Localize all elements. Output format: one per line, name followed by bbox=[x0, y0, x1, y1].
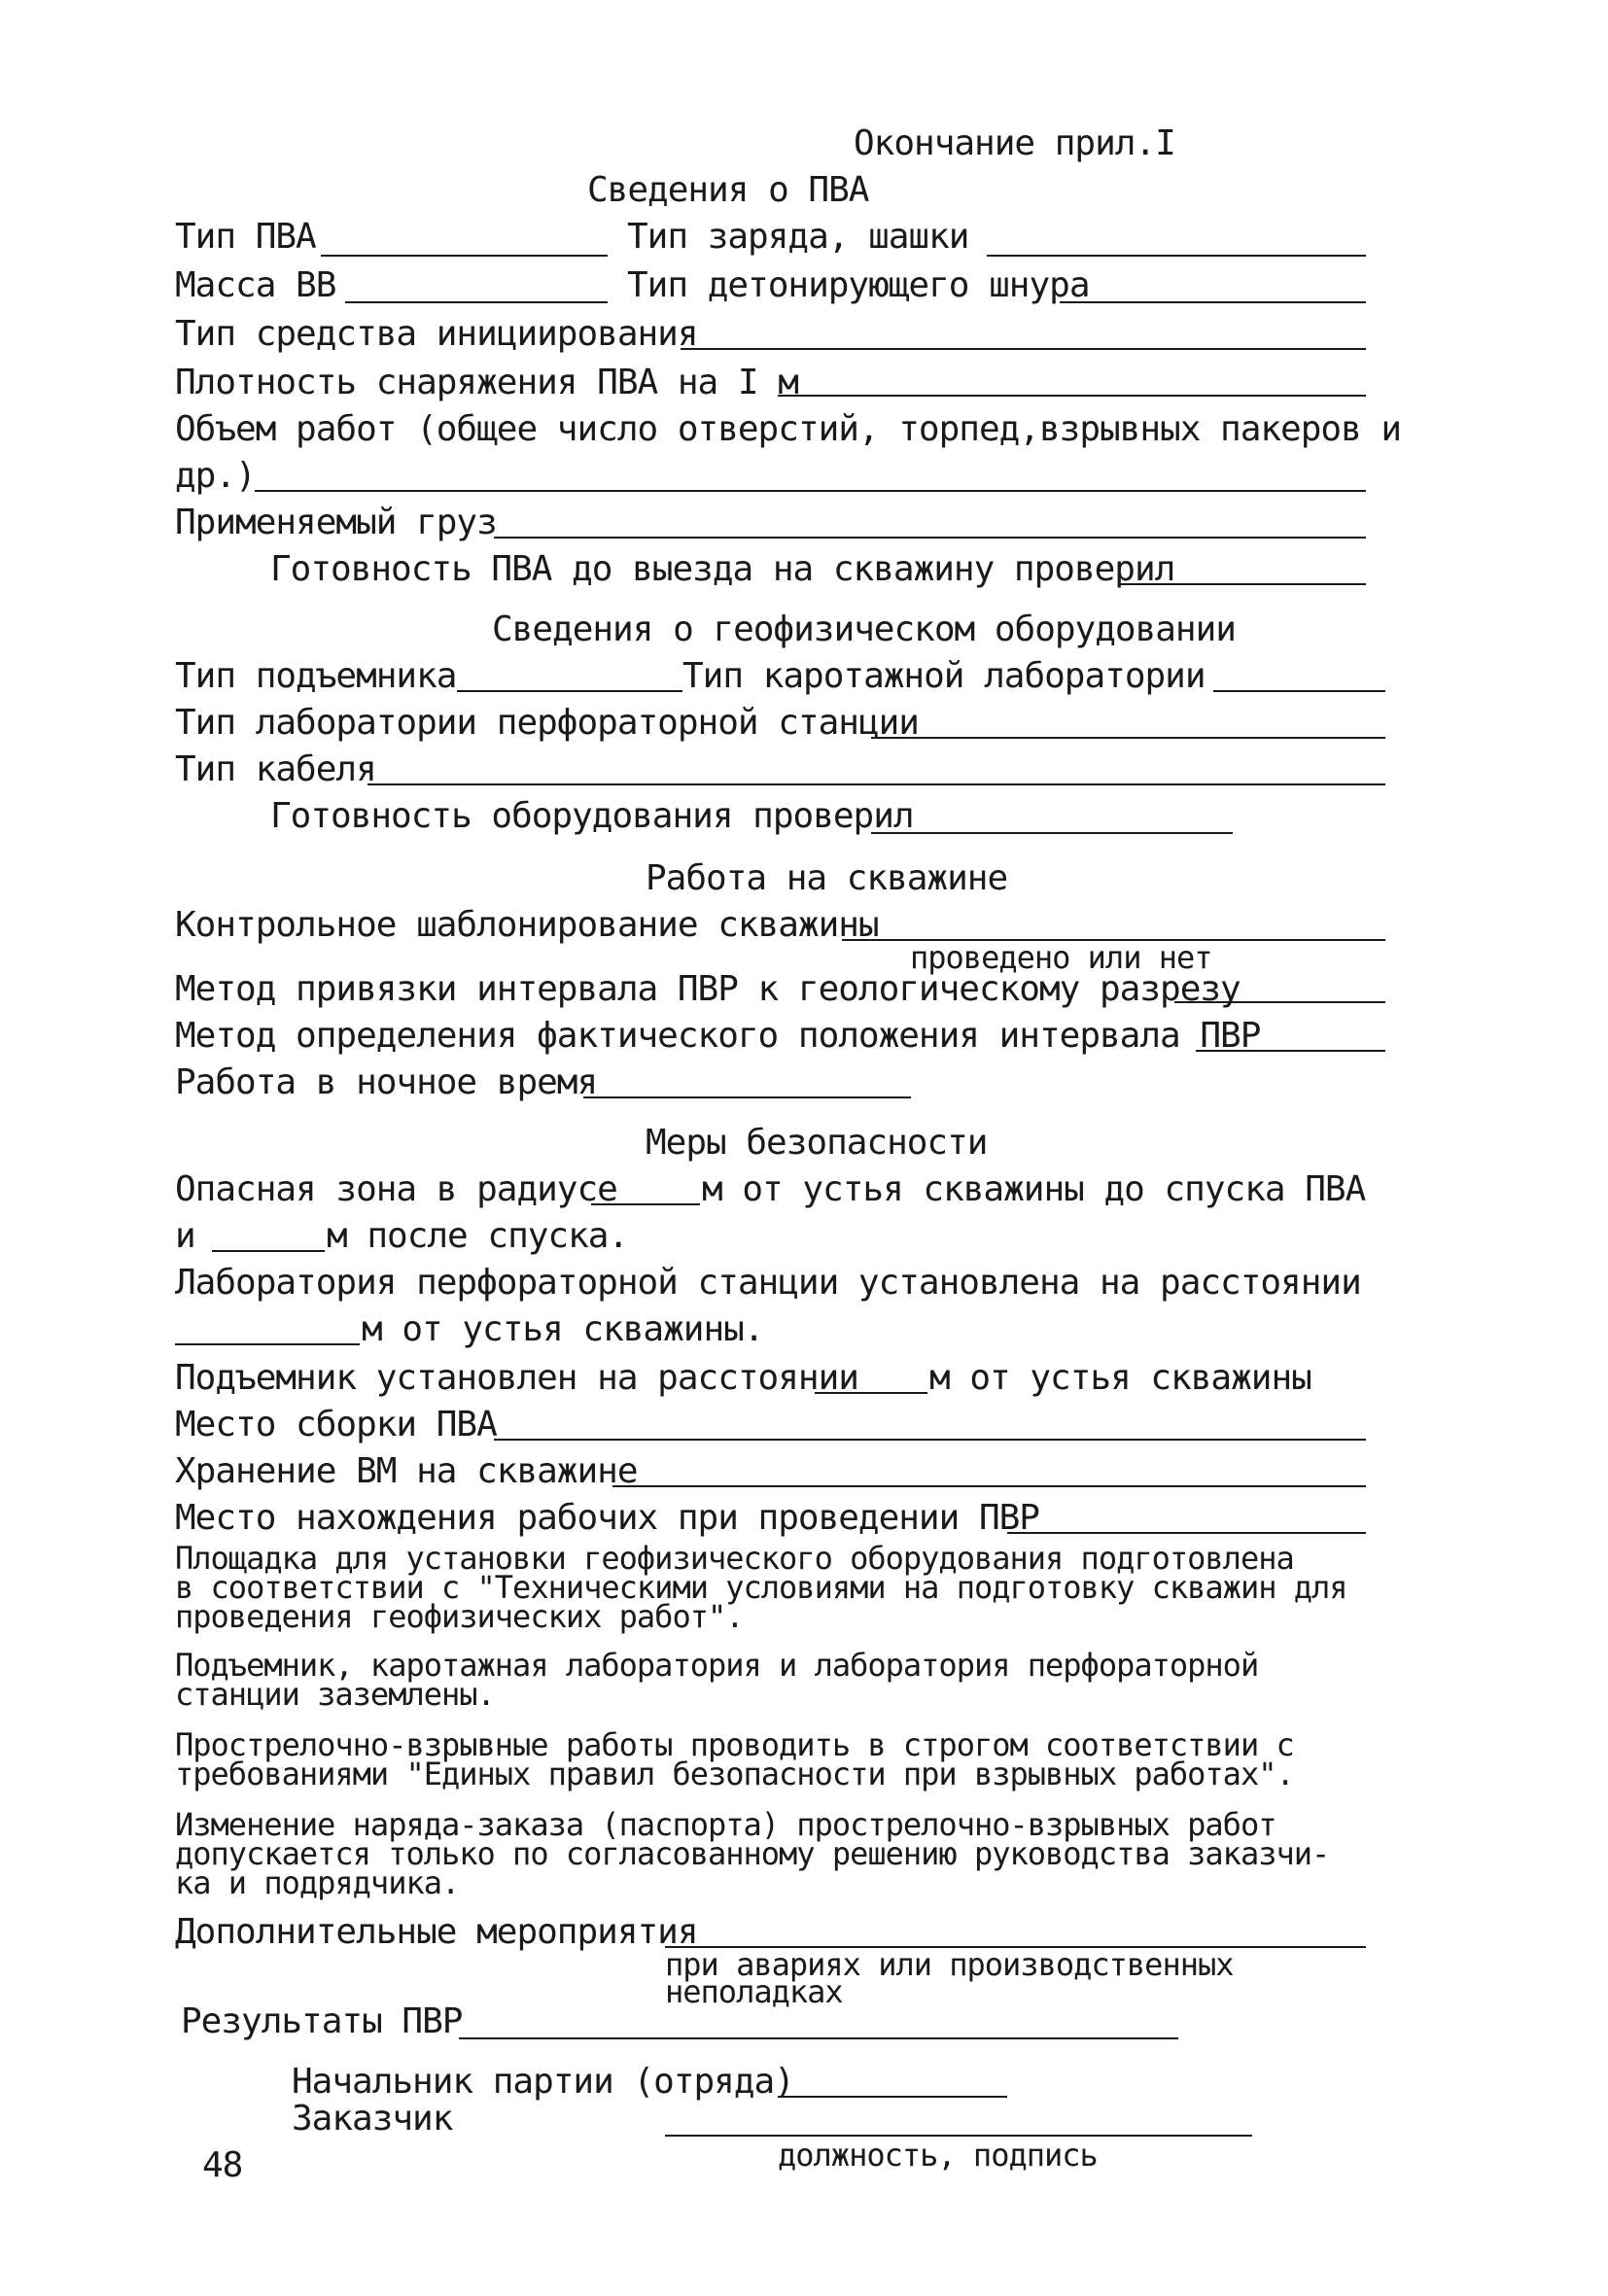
para1-line3: проведения геофизических работ". bbox=[175, 1598, 744, 1635]
field-assembly-place[interactable] bbox=[494, 1439, 1366, 1441]
para1-line1: Площадка для установки геофизического оборудования подготовлена bbox=[175, 1540, 1294, 1577]
hint-sign: должность, подпись bbox=[778, 2137, 1098, 2174]
para3-line1: Прострелочно-взрывные работы проводить в строгом соответствии с bbox=[175, 1726, 1294, 1763]
label-control-template: Контрольное шаблонирование скважины bbox=[175, 905, 879, 945]
label-perforating-lab-type: Тип лаборатории перфораторной станции bbox=[175, 703, 919, 743]
label-danger-zone-c: и bbox=[175, 1216, 195, 1256]
field-hoist-distance[interactable] bbox=[815, 1392, 927, 1394]
label-assembly-place: Место сборки ПВА bbox=[175, 1405, 497, 1444]
label-logging-lab-type: Тип каротажной лаборатории bbox=[682, 656, 1206, 696]
field-work-volume[interactable] bbox=[255, 490, 1366, 492]
para2-line1: Подъемник, каротажная лаборатория и лаборатория перфораторной bbox=[175, 1647, 1259, 1684]
para3-line2: требованиями "Единых правил безопасности при взрывных работах". bbox=[175, 1756, 1294, 1792]
label-lab-distance-2: м от устья скважины. bbox=[362, 1309, 764, 1349]
label-hoist-distance-b: м от устья скважины bbox=[929, 1358, 1311, 1398]
field-binding-method[interactable] bbox=[1174, 1001, 1385, 1003]
label-charge-type: Тип заряда, шашки bbox=[627, 217, 969, 257]
label-weight-used: Применяемый груз bbox=[175, 503, 497, 542]
label-night-work: Работа в ночное время bbox=[175, 1062, 598, 1102]
label-detonating-cord: Тип детонирующего шнура bbox=[627, 265, 1090, 305]
field-position-method[interactable] bbox=[1196, 1050, 1385, 1052]
label-workers-place: Место нахождения рабочих при проведении ПВР bbox=[175, 1498, 1039, 1538]
field-results[interactable] bbox=[459, 2037, 1178, 2039]
section-title-well-work: Работа на скважине bbox=[646, 858, 1008, 898]
label-explosive-mass: Масса ВВ bbox=[175, 265, 336, 305]
label-binding-method: Метод привязки интервала ПВР к геологическому разрезу bbox=[175, 969, 1241, 1009]
field-cable-type[interactable] bbox=[367, 783, 1385, 785]
label-extra-measures: Дополнительные мероприятия bbox=[175, 1912, 698, 1952]
field-workers-place[interactable] bbox=[1007, 1532, 1366, 1534]
para4-line1: Изменение наряда-заказа (паспорта) прострелочно-взрывных работ bbox=[175, 1806, 1276, 1843]
field-night-work[interactable] bbox=[583, 1096, 911, 1098]
section-title-safety: Меры безопасности bbox=[646, 1123, 988, 1163]
field-logging-lab-type[interactable] bbox=[1213, 690, 1385, 692]
field-loading-density[interactable] bbox=[778, 395, 1366, 397]
para2-line2: станции заземлены. bbox=[175, 1676, 495, 1713]
section-title-pva: Сведения о ПВА bbox=[587, 170, 869, 210]
label-position-method: Метод определения фактического положения интервала ПВР bbox=[175, 1016, 1261, 1056]
label-lab-distance-1: Лаборатория перфораторной станции установлена на расстоянии bbox=[175, 1263, 1361, 1303]
field-initiation-means[interactable] bbox=[681, 348, 1366, 350]
page-number: 48 bbox=[202, 2145, 243, 2185]
label-equipment-ready-checked: Готовность оборудования проверил bbox=[270, 796, 914, 836]
hint-extra-2: неполадках bbox=[665, 1973, 843, 2010]
label-work-volume-2: др.) bbox=[175, 456, 256, 496]
field-pva-type[interactable] bbox=[321, 255, 608, 257]
label-hoist-type: Тип подъемника bbox=[175, 656, 457, 696]
field-pva-ready-checked[interactable] bbox=[1118, 583, 1366, 585]
label-loading-density: Плотность снаряжения ПВА на I м bbox=[175, 363, 798, 402]
field-explosive-mass[interactable] bbox=[345, 301, 608, 303]
field-hoist-type[interactable] bbox=[457, 690, 682, 692]
label-results: Результаты ПВР bbox=[181, 2001, 463, 2041]
label-pva-type: Тип ПВА bbox=[175, 217, 316, 257]
label-cable-type: Тип кабеля bbox=[175, 749, 376, 789]
label-customer: Заказчик bbox=[292, 2099, 453, 2139]
label-danger-zone-b: м от устья скважины до спуска ПВА bbox=[702, 1169, 1366, 1209]
field-storage[interactable] bbox=[612, 1485, 1366, 1487]
field-perforating-lab-type[interactable] bbox=[871, 737, 1385, 739]
field-detonating-cord[interactable] bbox=[1060, 301, 1366, 303]
label-storage: Хранение ВМ на скважине bbox=[175, 1451, 638, 1491]
label-danger-zone-a: Опасная зона в радиусе bbox=[175, 1169, 617, 1209]
field-danger-zone-after[interactable] bbox=[212, 1250, 325, 1252]
field-equipment-ready-checked[interactable] bbox=[871, 832, 1233, 834]
label-initiation-means: Тип средства инициирования bbox=[175, 314, 698, 354]
para4-line2: допускается только по согласованному решению руководства заказчи- bbox=[175, 1835, 1330, 1872]
para4-line3: ка и подрядчика. bbox=[175, 1864, 460, 1901]
field-party-chief[interactable] bbox=[778, 2096, 1007, 2098]
field-lab-distance[interactable] bbox=[175, 1343, 360, 1345]
label-hoist-distance-a: Подъемник установлен на расстоянии bbox=[175, 1358, 858, 1398]
section-title-equipment: Сведения о геофизическом оборудовании bbox=[492, 609, 1236, 649]
field-danger-zone-before[interactable] bbox=[591, 1203, 700, 1205]
label-pva-ready-checked: Готовность ПВА до выезда на скважину проверил bbox=[270, 549, 1175, 589]
field-charge-type[interactable] bbox=[987, 255, 1366, 257]
hint-extra-1: при авариях или производственных bbox=[665, 1946, 1234, 1983]
label-danger-zone-d: м после спуска. bbox=[327, 1216, 629, 1256]
label-work-volume-1: Объем работ (общее число отверстий, торпед,взрывных пакеров и bbox=[175, 409, 1402, 449]
para1-line2: в соответствии с "Техническими условиями на подготовку скважин для bbox=[175, 1569, 1347, 1606]
field-weight-used[interactable] bbox=[494, 537, 1366, 539]
label-party-chief: Начальник партии (отряда) bbox=[292, 2062, 794, 2102]
appendix-end-label: Окончание прил.I bbox=[854, 123, 1175, 163]
hint-control-template: проведено или нет bbox=[910, 939, 1212, 976]
